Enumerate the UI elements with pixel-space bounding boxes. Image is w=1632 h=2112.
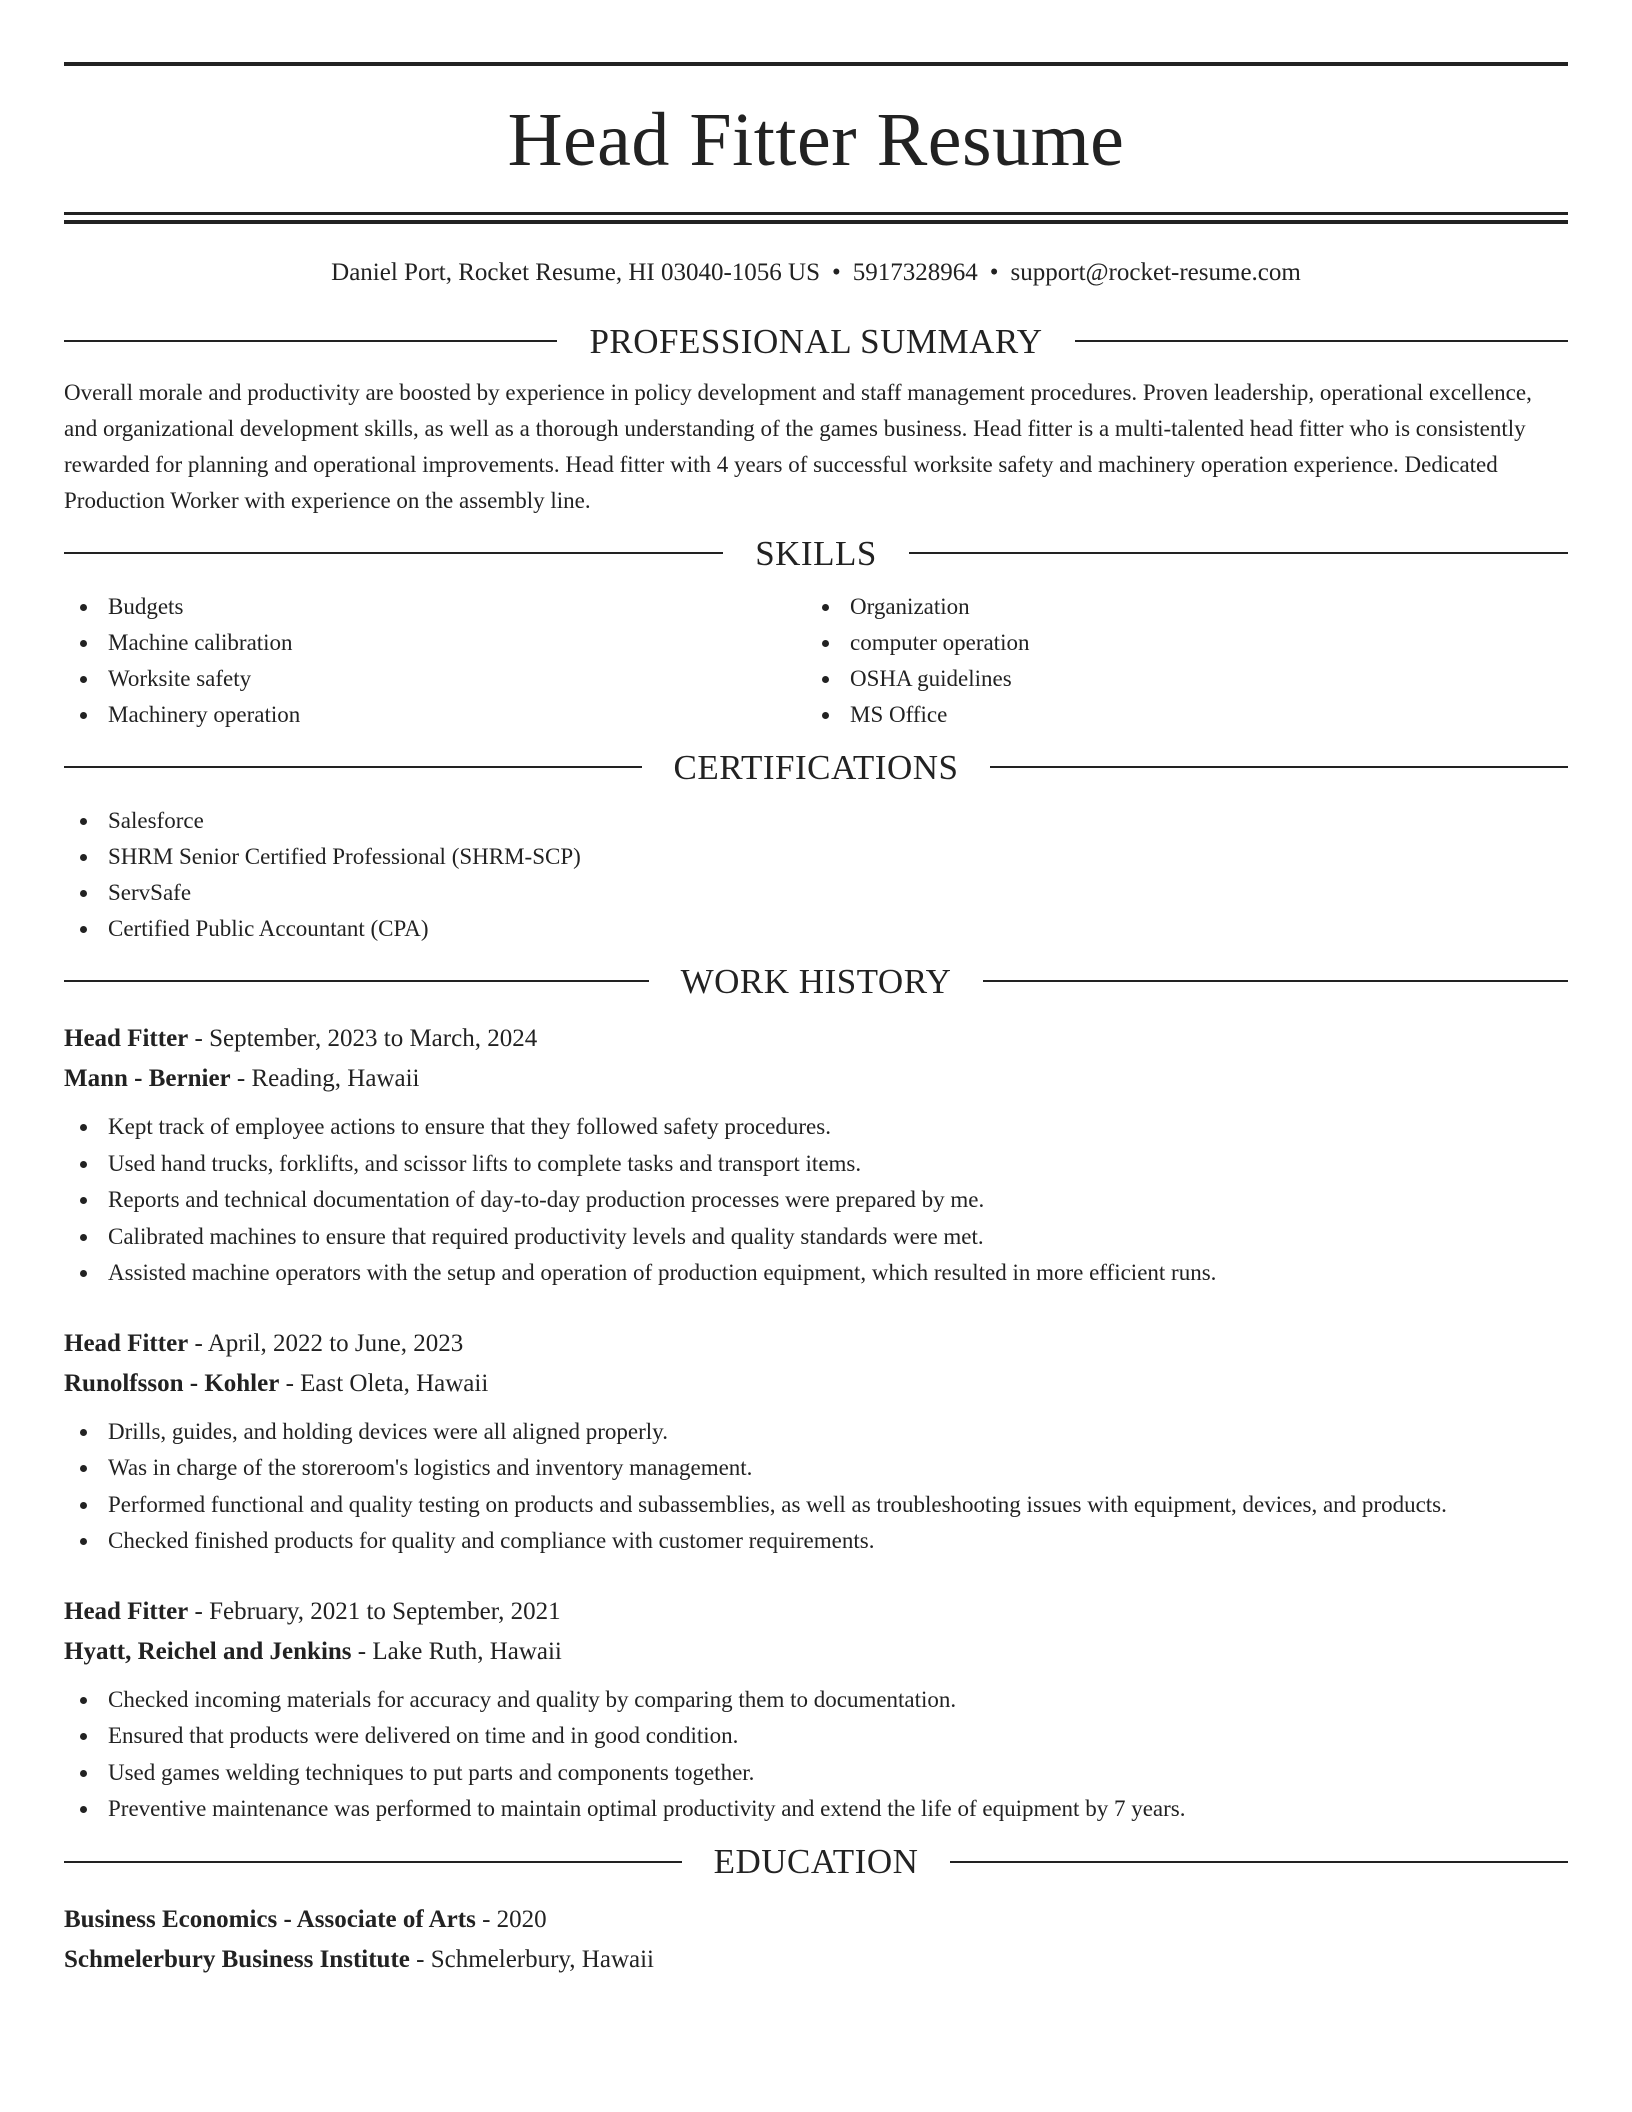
- heading-rule: [950, 1861, 1568, 1863]
- job-bullets: [64, 1682, 1568, 1828]
- job-bullets: [64, 1109, 1568, 1292]
- section-title: SKILLS: [755, 533, 877, 573]
- list-item: Ensured that products were delivered on time and in good condition.: [64, 1718, 1568, 1755]
- contact-address: Daniel Port, Rocket Resume, HI 03040-1056 US: [331, 259, 820, 286]
- job-title-line: [64, 1019, 1568, 1059]
- list-item: Worksite safety: [64, 661, 806, 697]
- list-item: Drills, guides, and holding devices were all aligned properly.: [64, 1414, 1568, 1451]
- job-title-line: [64, 1592, 1568, 1632]
- job-entry: [64, 1592, 1568, 1828]
- job-bullets: [64, 1414, 1568, 1560]
- top-rule: [64, 62, 1568, 66]
- heading-rule: [990, 766, 1568, 768]
- job-title: Head Fitter: [64, 1597, 189, 1625]
- job-company: Mann - Bernier: [64, 1065, 231, 1092]
- education-school: Schmelerbury Business Institute: [64, 1945, 410, 1973]
- list-item: Budgets: [64, 589, 806, 625]
- job-title: Head Fitter: [64, 1025, 189, 1052]
- list-item: Kept track of employee actions to ensure that they followed safety procedures.: [64, 1109, 1568, 1146]
- list-item: OSHA guidelines: [806, 661, 1548, 697]
- list-item: Preventive maintenance was performed to maintain optimal productivity and extend the life of equipment by 7 years.: [64, 1791, 1568, 1828]
- list-item: Used hand trucks, forklifts, and scissor lifts to complete tasks and transport items.: [64, 1146, 1568, 1183]
- skills-column-left: [64, 589, 806, 733]
- summary-paragraph: Overall morale and productivity are boosted by experience in policy development and staff management procedures. Proven leadership, operational excellence, and organizational development skills, as well as a thorough understanding of the games business. Head fitter is a multi-talented head fitter who is consistently rewarded for planning and operational improvements. Head fitter with 4 years of successful worksite safety and machinery operation experience. Dedicated Production Worker with experience on the assembly line.: [64, 380, 1532, 513]
- list-item: Checked finished products for quality and compliance with customer requirements.: [64, 1523, 1568, 1560]
- list-item: Performed functional and quality testing on products and subassemblies, as well as troubleshooting issues with equipment, devices, and products.: [64, 1487, 1568, 1524]
- resume-page: [64, 62, 1568, 1980]
- contact-separator: •: [832, 259, 841, 286]
- job-dates: - April, 2022 to June, 2023: [188, 1329, 464, 1357]
- education-degree-line: [64, 1900, 1568, 1940]
- contact-line: [64, 260, 1568, 285]
- heading-rule: [64, 1861, 682, 1863]
- skills-column-right: [806, 589, 1548, 733]
- section-heading-work: [64, 959, 1568, 1003]
- job-company-line: [64, 1364, 1568, 1404]
- list-item: Was in charge of the storeroom's logistics and inventory management.: [64, 1450, 1568, 1487]
- education-year: - 2020: [475, 1905, 547, 1933]
- list-item: Used games welding techniques to put parts and components together.: [64, 1755, 1568, 1792]
- section-title: PROFESSIONAL SUMMARY: [589, 321, 1043, 361]
- list-item: Certified Public Accountant (CPA): [64, 911, 1568, 947]
- job-title: Head Fitter: [64, 1329, 189, 1357]
- job-dates: - February, 2021 to September, 2021: [188, 1597, 561, 1625]
- list-item: MS Office: [806, 697, 1548, 733]
- section-heading-education: [64, 1840, 1568, 1884]
- heading-rule: [64, 552, 723, 554]
- contact-separator: •: [989, 259, 999, 286]
- job-location: - Reading, Hawaii: [230, 1065, 420, 1092]
- job-company: Runolfsson - Kohler: [64, 1369, 280, 1397]
- list-item: ServSafe: [64, 875, 1568, 911]
- heading-rule: [64, 340, 557, 342]
- heading-rule: [909, 552, 1568, 554]
- job-title-line: [64, 1324, 1568, 1364]
- certifications-list: [64, 803, 1568, 947]
- skills-list: [64, 589, 1568, 733]
- education-location: - Schmelerbury, Hawaii: [409, 1945, 655, 1973]
- list-item: Organization: [806, 589, 1548, 625]
- list-item: Checked incoming materials for accuracy and quality by comparing them to documentation.: [64, 1682, 1568, 1719]
- title-double-rule: [64, 212, 1568, 224]
- list-item: Machine calibration: [64, 625, 806, 661]
- heading-rule: [64, 766, 642, 768]
- section-heading-skills: [64, 531, 1568, 575]
- heading-rule: [64, 980, 649, 982]
- list-item: Assisted machine operators with the setup and operation of production equipment, which resulted in more efficient runs.: [64, 1255, 1568, 1292]
- job-dates: - September, 2023 to March, 2024: [188, 1025, 538, 1052]
- section-title: EDUCATION: [713, 1842, 919, 1881]
- page-title: Head Fitter Resume: [507, 98, 1125, 182]
- section-heading-summary: [64, 319, 1568, 363]
- section-title: CERTIFICATIONS: [673, 747, 959, 787]
- education-entry: [64, 1900, 1568, 1980]
- section-heading-certifications: [64, 745, 1568, 789]
- job-entry: [64, 1019, 1568, 1292]
- list-item: computer operation: [806, 625, 1548, 661]
- list-item: Salesforce: [64, 803, 1568, 839]
- list-item: Reports and technical documentation of day-to-day production processes were prepared by me.: [64, 1182, 1568, 1219]
- education-school-line: [64, 1940, 1568, 1980]
- list-item: Machinery operation: [64, 697, 806, 733]
- job-company-line: [64, 1059, 1568, 1099]
- education-degree: Business Economics - Associate of Arts: [64, 1905, 476, 1933]
- contact-email: support@rocket-resume.com: [1010, 259, 1301, 286]
- list-item: Calibrated machines to ensure that required productivity levels and quality standards were met.: [64, 1219, 1568, 1256]
- job-location: - East Oleta, Hawaii: [279, 1369, 489, 1397]
- job-location: - Lake Ruth, Hawaii: [351, 1637, 562, 1665]
- job-company-line: [64, 1632, 1568, 1672]
- section-title: WORK HISTORY: [680, 961, 952, 1001]
- contact-phone: 5917328964: [852, 259, 978, 286]
- job-company: Hyatt, Reichel and Jenkins: [64, 1637, 352, 1665]
- heading-rule: [1075, 340, 1568, 342]
- list-item: SHRM Senior Certified Professional (SHRM-SCP): [64, 839, 1568, 875]
- job-entry: [64, 1324, 1568, 1560]
- heading-rule: [983, 980, 1568, 982]
